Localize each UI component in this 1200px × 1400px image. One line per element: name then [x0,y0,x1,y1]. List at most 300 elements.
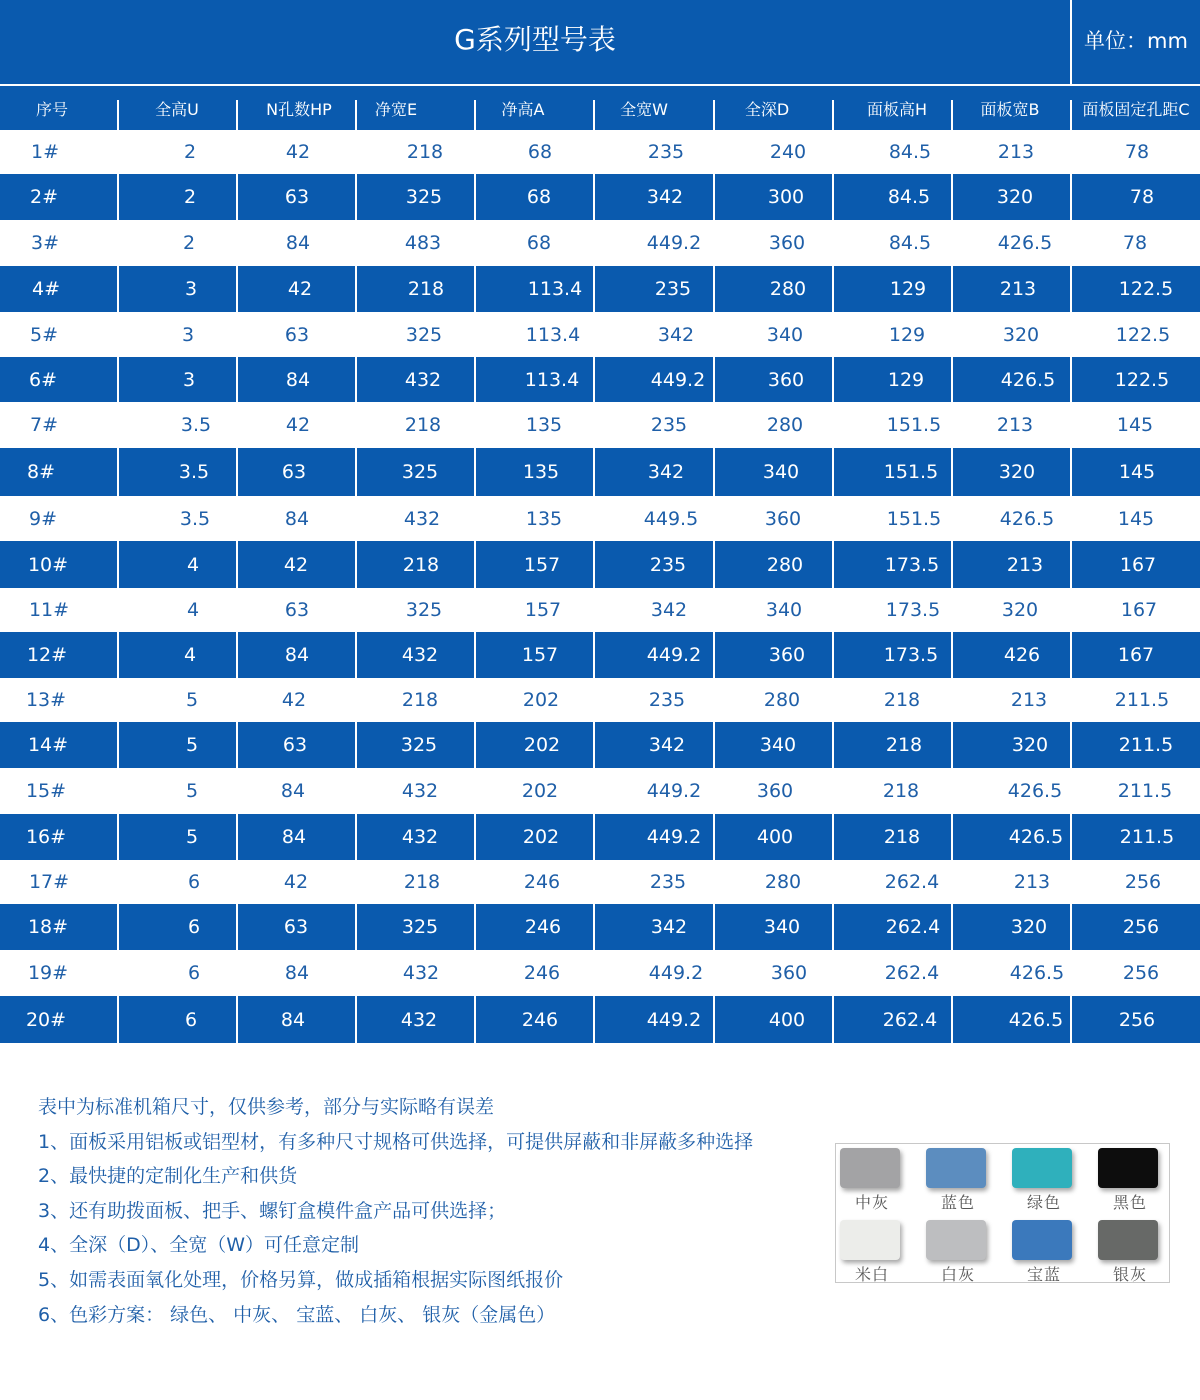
table-header [0,84,1200,130]
row-divider [593,266,595,312]
cell-full-depth-d: 360 [770,962,808,984]
row-divider [713,904,715,950]
cell-panel-height-h: 173.5 [885,599,941,621]
row-divider [1070,632,1072,678]
cell-hp-count: 84 [284,507,310,530]
cell-full-depth-d: 360 [768,644,806,666]
row-divider [474,266,476,312]
cell-full-width-w: 342 [657,323,695,346]
cell-panel-height-h: 151.5 [886,414,942,436]
cell-height-u: 2 [183,186,197,208]
row-divider [474,632,476,678]
cell-full-depth-d: 360 [764,507,802,530]
cell-net-height-a: 113.4 [525,323,581,346]
cell-net-width-e: 218 [401,689,439,711]
cell-index: 19# [27,962,69,984]
cell-full-depth-d: 340 [762,461,800,483]
row-divider [1070,541,1072,588]
header-divider [951,100,953,130]
cell-full-width-w: 449.5 [643,507,699,530]
cell-hp-count: 84 [284,962,310,984]
cell-hp-count: 63 [284,599,310,621]
color-swatch-label: 白灰 [940,1265,975,1284]
cell-net-height-a: 157 [524,599,562,621]
cell-hp-count: 84 [285,232,311,254]
table-row [0,174,1200,220]
row-divider [832,996,834,1043]
cell-full-width-w: 235 [647,141,685,163]
cell-panel-height-h: 129 [889,278,927,300]
cell-panel-width-b: 213 [1006,553,1044,576]
cell-index: 14# [27,734,69,756]
row-divider [117,904,119,950]
cell-index: 9# [28,507,57,530]
cell-net-height-a: 135 [522,461,560,483]
cell-full-width-w: 342 [646,186,684,208]
cell-panel-height-h: 129 [887,368,925,391]
cell-net-width-e: 325 [405,599,443,621]
cell-panel-width-b: 426 [1003,644,1041,666]
header-divider [713,100,715,130]
table-row [0,448,1200,496]
cell-height-u: 3.5 [180,414,212,436]
color-swatch [1012,1148,1072,1188]
cell-panel-hole-spacing-c: 145 [1118,461,1156,483]
cell-full-depth-d: 340 [766,323,804,346]
cell-height-u: 5 [185,689,199,711]
header-panel-hole-spacing-c: 面板固定孔距C [1082,99,1190,119]
cell-net-width-e: 325 [405,186,443,208]
cell-full-width-w: 449.2 [646,780,702,802]
row-divider [713,448,715,496]
row-divider [1070,357,1072,402]
cell-hp-count: 63 [281,461,307,483]
cell-net-width-e: 218 [403,871,441,893]
cell-hp-count: 63 [284,323,310,346]
cell-net-width-e: 432 [401,780,439,802]
cell-height-u: 3.5 [179,507,211,530]
table-row [0,950,1200,996]
cell-panel-width-b: 426.5 [1007,780,1063,802]
cell-net-height-a: 202 [522,826,560,848]
color-swatch-label: 绿色 [1026,1193,1061,1212]
cell-height-u: 2 [183,141,197,163]
cell-hp-count: 84 [280,1008,306,1031]
cell-full-depth-d: 340 [763,916,801,938]
cell-full-depth-d: 340 [765,599,803,621]
cell-panel-width-b: 213 [997,141,1035,163]
cell-height-u: 3.5 [178,461,210,483]
row-divider [236,904,238,950]
cell-hp-count: 63 [282,734,308,756]
cell-full-width-w: 449.2 [646,644,702,666]
color-swatch-label: 米白 [854,1265,889,1284]
header-full-depth-d: 全深D [744,99,790,119]
table-row [0,357,1200,402]
cell-panel-height-h: 173.5 [884,553,940,576]
row-divider [1070,266,1072,312]
color-swatch [840,1148,900,1188]
row-divider [117,266,119,312]
cell-panel-hole-spacing-c: 122.5 [1118,278,1174,300]
cell-net-height-a: 202 [522,689,560,711]
row-divider [236,266,238,312]
row-divider [355,996,357,1043]
cell-panel-width-b: 213 [1010,689,1048,711]
cell-panel-width-b: 320 [1002,323,1040,346]
cell-full-depth-d: 400 [768,1008,806,1031]
cell-net-height-a: 246 [523,962,561,984]
cell-panel-width-b: 426.5 [1000,368,1056,391]
row-divider [355,448,357,496]
cell-panel-hole-spacing-c: 211.5 [1119,826,1175,848]
row-divider [355,722,357,768]
cell-panel-height-h: 262.4 [882,1008,938,1031]
cell-index: 11# [28,599,70,621]
color-swatch-label: 蓝色 [940,1193,975,1212]
cell-net-width-e: 325 [405,323,443,346]
cell-net-width-e: 432 [401,826,439,848]
row-divider [951,541,953,588]
table-row [0,904,1200,950]
cell-panel-hole-spacing-c: 211.5 [1114,689,1170,711]
cell-height-u: 5 [185,734,199,756]
row-divider [1070,904,1072,950]
row-divider [1070,174,1072,220]
cell-height-u: 4 [186,553,200,576]
cell-full-depth-d: 280 [763,689,801,711]
cell-height-u: 3 [181,323,195,346]
cell-hp-count: 42 [285,141,311,163]
row-divider [832,814,834,860]
row-divider [593,174,595,220]
row-divider [951,996,953,1043]
cell-hp-count: 42 [283,871,309,893]
color-swatch-label: 中灰 [854,1193,889,1212]
row-divider [951,722,953,768]
cell-full-width-w: 342 [650,916,688,938]
cell-hp-count: 84 [281,826,307,848]
header-divider [474,100,476,130]
row-divider [117,814,119,860]
row-divider [236,814,238,860]
row-divider [593,722,595,768]
note-item: 6、色彩方案： 绿色、 中灰、 宝蓝、 白灰、 银灰（金属色） [38,1303,556,1326]
cell-net-height-a: 157 [523,553,561,576]
cell-net-width-e: 432 [403,507,441,530]
cell-panel-width-b: 426.5 [1008,826,1064,848]
row-divider [474,904,476,950]
page-title: G系列型号表 [454,23,616,56]
cell-net-height-a: 202 [523,734,561,756]
row-divider [236,448,238,496]
notes-section [38,1090,828,1332]
note-item: 3、还有助拨面板、把手、螺钉盒模件盒产品可供选择； [38,1199,507,1222]
cell-panel-width-b: 426.5 [997,232,1053,254]
cell-panel-height-h: 262.4 [884,962,940,984]
cell-panel-width-b: 426.5 [999,507,1055,530]
cell-full-depth-d: 300 [767,186,805,208]
cell-net-width-e: 325 [401,916,439,938]
cell-panel-height-h: 218 [885,734,923,756]
row-divider [236,541,238,588]
table-row [0,220,1200,266]
header-panel-height-h: 面板高H [866,99,928,119]
cell-full-width-w: 342 [647,461,685,483]
cell-net-width-e: 218 [402,553,440,576]
header-net-width-e: 净宽E [374,99,418,119]
cell-panel-hole-spacing-c: 256 [1122,916,1160,938]
color-swatch [926,1220,986,1260]
cell-full-width-w: 235 [650,414,688,436]
row-divider [1070,722,1072,768]
table-row [0,541,1200,588]
cell-panel-height-h: 262.4 [885,916,941,938]
cell-full-width-w: 235 [649,871,687,893]
row-divider [593,904,595,950]
notes-intro: 表中为标准机箱尺寸，仅供参考，部分与实际略有误差 [38,1096,495,1118]
row-divider [355,357,357,402]
header-divider [593,100,595,130]
color-swatch-label: 银灰 [1112,1265,1147,1284]
row-divider [474,996,476,1043]
cell-index: 3# [30,232,59,254]
cell-panel-height-h: 84.5 [888,232,932,254]
cell-panel-height-h: 84.5 [888,141,932,163]
cell-index: 16# [25,826,67,848]
row-divider [832,722,834,768]
cell-hp-count: 42 [283,553,309,576]
table-row [0,632,1200,678]
header-divider [236,100,238,130]
cell-panel-height-h: 218 [883,826,921,848]
row-divider [474,357,476,402]
table-row [0,130,1200,174]
cell-net-height-a: 68 [526,186,552,208]
cell-panel-width-b: 320 [1011,734,1049,756]
cell-net-height-a: 68 [527,141,553,163]
row-divider [832,541,834,588]
cell-height-u: 5 [185,826,199,848]
cell-panel-hole-spacing-c: 78 [1122,232,1148,254]
row-divider [713,632,715,678]
cell-panel-width-b: 320 [996,186,1034,208]
cell-index: 1# [30,141,59,163]
cell-height-u: 3 [182,368,196,391]
cell-net-height-a: 246 [523,871,561,893]
cell-net-width-e: 432 [404,368,442,391]
row-divider [1070,996,1072,1043]
cell-panel-hole-spacing-c: 145 [1116,414,1154,436]
row-divider [355,904,357,950]
cell-index: 5# [29,323,58,346]
cell-panel-height-h: 262.4 [884,871,940,893]
header-hp-count: N孔数HP [266,99,332,119]
row-divider [236,174,238,220]
row-divider [713,266,715,312]
row-divider [832,904,834,950]
note-item: 4、全深（D）、全宽（W）可任意定制 [38,1234,360,1257]
cell-index: 4# [31,278,60,300]
row-divider [355,632,357,678]
header-divider [1070,100,1072,130]
row-divider [474,174,476,220]
cell-net-height-a: 157 [521,644,559,666]
row-divider [355,174,357,220]
row-divider [355,541,357,588]
row-divider [951,357,953,402]
row-divider [951,448,953,496]
row-divider [474,541,476,588]
cell-panel-hole-spacing-c: 145 [1117,507,1155,530]
cell-index: 12# [26,644,68,666]
table-row [0,402,1200,448]
cell-height-u: 4 [186,599,200,621]
cell-panel-height-h: 129 [888,323,926,346]
table-row [0,814,1200,860]
cell-hp-count: 84 [280,780,306,802]
cell-hp-count: 84 [285,368,311,391]
cell-panel-height-h: 173.5 [883,644,939,666]
cell-index: 7# [29,414,58,436]
cell-panel-height-h: 218 [882,780,920,802]
row-divider [593,448,595,496]
cell-index: 17# [28,871,70,893]
row-divider [1070,814,1072,860]
cell-panel-hole-spacing-c: 256 [1118,1008,1156,1031]
cell-net-width-e: 432 [402,962,440,984]
cell-panel-hole-spacing-c: 256 [1122,962,1160,984]
cell-panel-height-h: 151.5 [883,461,939,483]
cell-panel-width-b: 320 [1010,916,1048,938]
row-divider [474,722,476,768]
cell-net-width-e: 218 [404,414,442,436]
row-divider [593,632,595,678]
row-divider [236,632,238,678]
cell-full-width-w: 449.2 [646,1008,702,1031]
cell-full-depth-d: 360 [767,368,805,391]
cell-full-depth-d: 240 [769,141,807,163]
cell-full-depth-d: 360 [756,780,794,802]
cell-full-depth-d: 360 [768,232,806,254]
cell-index: 18# [27,916,69,938]
cell-hp-count: 42 [285,414,311,436]
row-divider [951,904,953,950]
cell-full-width-w: 342 [648,734,686,756]
table-row [0,722,1200,768]
cell-net-width-e: 325 [401,461,439,483]
cell-index: 2# [29,186,58,208]
color-swatch [1098,1148,1158,1188]
cell-net-width-e: 218 [407,278,445,300]
cell-hp-count: 63 [283,916,309,938]
color-swatch-panel [835,1143,1170,1283]
cell-panel-width-b: 213 [996,414,1034,436]
row-divider [593,996,595,1043]
row-divider [236,722,238,768]
header-net-height-a: 净高A [501,99,545,119]
color-swatch [1098,1220,1158,1260]
cell-full-depth-d: 340 [759,734,797,756]
cell-hp-count: 42 [287,278,313,300]
row-divider [117,996,119,1043]
color-swatch-label: 宝蓝 [1026,1265,1061,1284]
cell-net-width-e: 325 [400,734,438,756]
cell-index: 10# [27,553,69,576]
table-row [0,496,1200,541]
cell-net-height-a: 68 [526,232,552,254]
note-item: 1、面板采用铝板或铝型材，有多种尺寸规格可供选择，可提供屏蔽和非屏蔽多种选择 [38,1130,754,1153]
color-swatch-label: 黑色 [1112,1193,1147,1212]
header-divider [355,100,357,130]
cell-height-u: 2 [182,232,196,254]
cell-panel-height-h: 151.5 [886,507,942,530]
cell-hp-count: 42 [281,689,307,711]
cell-panel-hole-spacing-c: 167 [1117,644,1155,666]
row-divider [832,357,834,402]
row-divider [713,722,715,768]
cell-full-width-w: 449.2 [648,962,704,984]
row-divider [355,266,357,312]
title-bar [0,0,1200,84]
cell-full-width-w: 235 [648,689,686,711]
cell-full-depth-d: 280 [769,278,807,300]
row-divider [713,174,715,220]
cell-panel-width-b: 426.5 [1009,962,1065,984]
cell-full-width-w: 342 [650,599,688,621]
unit-label: 单位：mm [1070,0,1200,84]
row-divider [951,266,953,312]
cell-net-height-a: 113.4 [527,278,583,300]
cell-panel-height-h: 84.5 [887,186,931,208]
table-row [0,768,1200,814]
cell-net-height-a: 246 [524,916,562,938]
cell-net-height-a: 113.4 [524,368,580,391]
note-item: 5、如需表面氧化处理，价格另算，做成插箱根据实际图纸报价 [38,1268,564,1291]
header-panel-width-b: 面板宽B [980,99,1040,119]
row-divider [951,174,953,220]
cell-index: 15# [25,780,67,802]
cell-panel-hole-spacing-c: 122.5 [1115,323,1171,346]
cell-panel-width-b: 320 [1001,599,1039,621]
row-divider [713,996,715,1043]
row-divider [832,448,834,496]
cell-panel-width-b: 213 [1013,871,1051,893]
cell-height-u: 6 [187,916,201,938]
cell-net-height-a: 202 [521,780,559,802]
cell-full-width-w: 449.2 [646,826,702,848]
cell-net-width-e: 432 [401,644,439,666]
header-height-u: 全高U [155,99,199,119]
row-divider [832,174,834,220]
header-divider [117,100,119,130]
table-row [0,588,1200,632]
cell-panel-hole-spacing-c: 122.5 [1114,368,1170,391]
cell-panel-hole-spacing-c: 167 [1120,599,1158,621]
table-row [0,312,1200,357]
table-row [0,266,1200,312]
cell-height-u: 4 [183,644,197,666]
cell-net-height-a: 246 [521,1008,559,1031]
cell-hp-count: 84 [284,644,310,666]
cell-index: 8# [26,461,55,483]
row-divider [236,996,238,1043]
row-divider [355,814,357,860]
row-divider [117,541,119,588]
cell-net-height-a: 135 [525,507,563,530]
color-swatch [1012,1220,1072,1260]
row-divider [713,357,715,402]
